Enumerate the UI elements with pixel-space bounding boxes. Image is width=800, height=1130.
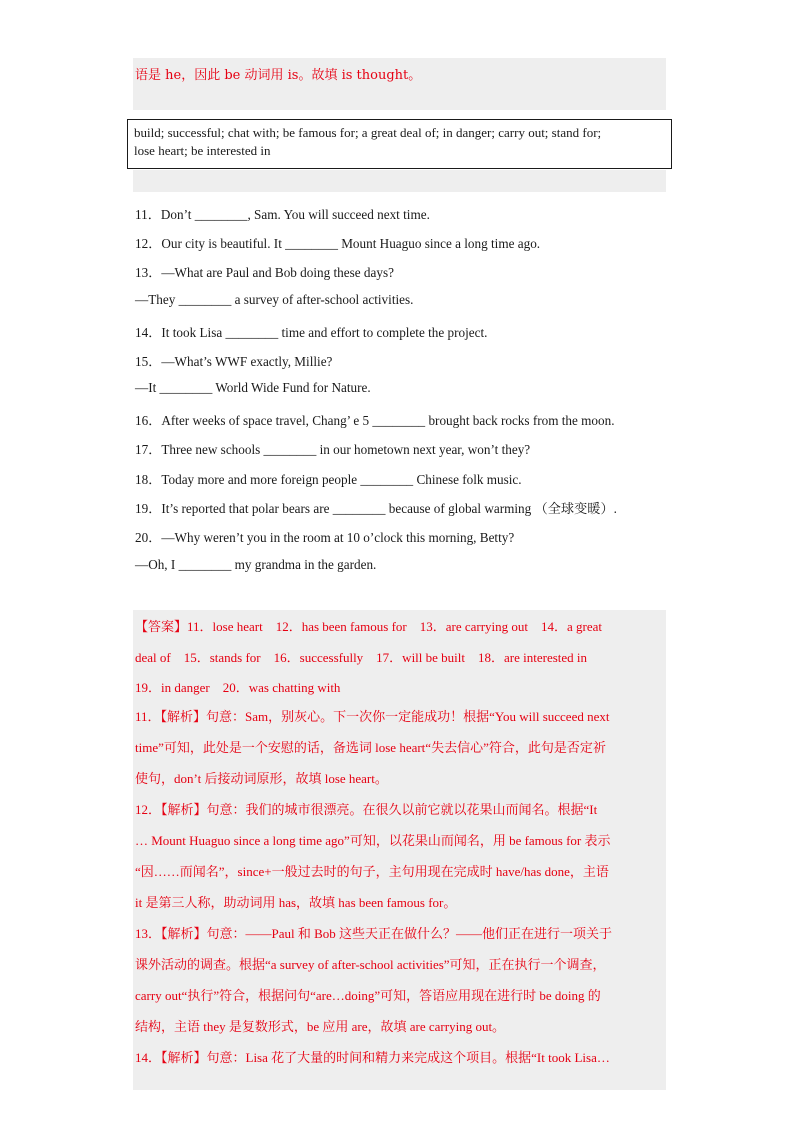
answer-line: 19．in danger 20．was chatting with — [135, 680, 341, 695]
question-19: 19．It’s reported that polar bears are ________ because of global warming （全球变暖）. — [135, 501, 617, 516]
word-bank-box — [127, 119, 672, 169]
word-bank-line: lose heart; be interested in — [134, 143, 271, 158]
explanation-line: 使句，don’t 后接动词原形，故填 lose heart。 — [135, 771, 388, 786]
explanation-line: carry out“执行”符合，根据问句“are…doing”可知，答语应用现在进行时 be doing 的 — [135, 988, 601, 1003]
previous-explanation-block — [133, 58, 666, 110]
explanation-line: 13．【解析】句意：——Paul 和 Bob 这些天正在做什么？——他们正在进行一项关于 — [135, 926, 613, 941]
explanation-line: 课外活动的调查。根据“a survey of after-school activities”可知，正在执行一个调查， — [135, 957, 606, 972]
question-17: 17．Three new schools ________ in our hometown next year, won’t they? — [135, 442, 531, 457]
explanation-line: 14．【解析】句意：Lisa 花了大量的时间和精力来完成这个项目。根据“It took Lisa… — [135, 1050, 610, 1065]
answer-line: deal of 15．stands for 16．successfully 17．will be built 18．are interested in — [135, 650, 588, 665]
question-18: 18．Today more and more foreign people ________ Chinese folk music. — [135, 472, 522, 487]
previous-explanation-text: 语是 he，因此 be 动词用 is。故填 is thought。 — [135, 68, 422, 83]
answer-line: 【答案】11．lose heart 12．has been famous for 13．are carrying out 14．a great — [135, 619, 603, 634]
question-13: 13．—What are Paul and Bob doing these days? — [135, 265, 394, 280]
explanation-line: … Mount Huaguo since a long time ago”可知，以花果山而闻名，用 be famous for 表示 — [135, 833, 611, 848]
question-20: 20．—Why weren’t you in the room at 10 o’clock this morning, Betty? — [135, 530, 515, 545]
question-12: 12．Our city is beautiful. It ________ Mount Huaguo since a long time ago. — [135, 236, 541, 251]
question-11: 11．Don’t ________, Sam. You will succeed next time. — [135, 207, 430, 222]
explanation-line: time”可知，此处是一个安慰的话，备选词 lose heart“失去信心”符合，此句是否定祈 — [135, 740, 606, 755]
explanation-line: “因……而闻名”，since+一般过去时的句子，主句用现在完成时 have/has done，主语 — [135, 864, 609, 879]
question-15: 15．—What’s WWF exactly, Millie? — [135, 354, 333, 369]
word-bank-line: build; successful; chat with; be famous for; a great deal of; in danger; carry out; stand for; — [134, 125, 602, 140]
explanation-line: 结构，主语 they 是复数形式，be 应用 are，故填 are carrying out。 — [135, 1019, 506, 1034]
explanation-line: it 是第三人称，助动词用 has，故填 has been famous for。 — [135, 895, 457, 910]
question-15-reply: —It ________ World Wide Fund for Nature. — [135, 380, 371, 395]
explanation-line: 12．【解析】句意：我们的城市很漂亮。在很久以前它就以花果山而闻名。根据“It — [135, 802, 598, 817]
explanation-line: 11．【解析】句意：Sam，别灰心。下一次你一定能成功！根据“You will succeed next — [135, 709, 610, 724]
question-14: 14．It took Lisa ________ time and effort to complete the project. — [135, 325, 488, 340]
question-13-reply: —They ________ a survey of after-school activities. — [135, 292, 414, 307]
question-16: 16．After weeks of space travel, Chang’ e 5 ________ brought back rocks from the moon. — [135, 413, 615, 428]
question-20-reply: —Oh, I ________ my grandma in the garden. — [135, 557, 377, 572]
gray-separator — [133, 170, 666, 192]
